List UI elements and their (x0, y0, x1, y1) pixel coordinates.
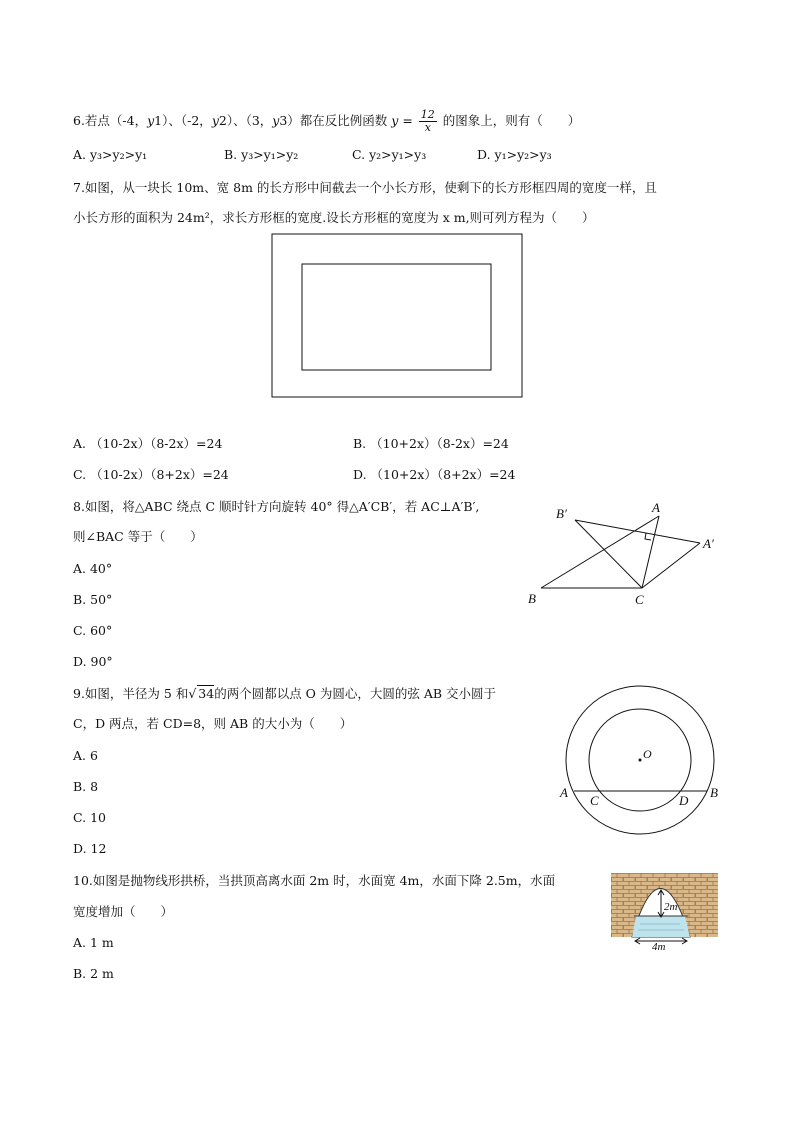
q6-option-b: B. y₃>y₁>y₂ (224, 147, 299, 162)
q9-stem-part: 9.如图，半径为 5 和 (73, 686, 189, 701)
q9-option-b: B. 8 (73, 779, 99, 794)
q10-option-a: A. 1 m (73, 935, 114, 950)
q9-label-b: B (710, 785, 718, 800)
q6-fraction-denominator: x (424, 121, 431, 134)
q6-option-a: A. y₃>y₂>y₁ (73, 147, 148, 162)
q9-label-d: D (679, 793, 689, 808)
q7-stem-line2: 小长方形的面积为 24m²，求长方形框的宽度.设长方形框的宽度为 x m,则可列方程为（ ） (73, 210, 595, 225)
q8-option-a: A. 40° (73, 561, 113, 576)
q8-label-c: C (635, 592, 644, 607)
q6-stem-part: 的图象上，则有（ ） (442, 113, 581, 128)
q7-option-a: A. （10-2x）（8-2x）=24 (73, 436, 223, 451)
q9-label-o: O (643, 747, 652, 761)
q8-stem-line1: 8.如图，将△ABC 绕点 C 顺时针方向旋转 40° 得△A′CB′，若 AC⊥A′B′, (73, 499, 480, 514)
q9-sqrt: √ 34 (188, 686, 215, 701)
q10-stem-line2: 宽度增加（ ） (73, 904, 174, 919)
q6-stem-part: 3）都在反比例函数 (279, 113, 388, 128)
q10-stem-line1: 10.如图是抛物线形拱桥，当拱顶高离水面 2m 时，水面宽 4m，水面下降 2.5m，水面 (73, 873, 556, 888)
q6-option-d: D. y₁>y₂>y₃ (477, 147, 552, 162)
q6-fraction-numerator: 12 (420, 108, 435, 121)
q9-label-a: A (560, 785, 568, 800)
q9-stem-part: 的两个圆都以点 O 为圆心，大圆的弦 AB 交小圆于 (214, 686, 497, 701)
q7-option-c: C. （10-2x）（8+2x）=24 (73, 467, 229, 482)
q8-label-aprime: A′ (703, 536, 714, 551)
q6-stem-part: 1）、（-2， (154, 113, 212, 128)
q9-sqrt-radicand: 34 (198, 686, 215, 701)
q6-var: y (211, 113, 219, 128)
q8-label-b: B (528, 591, 536, 606)
q6-stem-part: 6.若点（-4， (73, 113, 148, 128)
q6-stem-part: 2）、（3， (218, 113, 273, 128)
q7-option-d: D. （10+2x）（8+2x）=24 (353, 467, 516, 482)
q6-function-y: y = (391, 113, 413, 128)
q8-label-a: A (652, 500, 660, 515)
q8-option-b: B. 50° (73, 592, 113, 607)
q7-stem-line1: 7.如图，从一块长 10m、宽 8m 的长方形中间截去一个小长方形，使剩下的长方形框四周的宽度一样，且 (73, 180, 657, 195)
q6-var: y (272, 113, 280, 128)
q6-var: y (147, 113, 155, 128)
q8-label-bprime: B′ (556, 506, 567, 521)
q10-option-b: B. 2 m (73, 966, 114, 981)
q10-label-height: 2m (664, 901, 678, 913)
q9-label-c: C (590, 793, 599, 808)
q10-water (632, 916, 690, 937)
q9-option-a: A. 6 (73, 748, 98, 763)
q6-option-c: C. y₂>y₁>y₃ (352, 147, 427, 162)
q9-option-c: C. 10 (73, 810, 106, 825)
q8-stem-line2: 则∠BAC 等于（ ） (73, 529, 203, 544)
q9-stem-line2: C，D 两点，若 CD=8，则 AB 的大小为（ ） (73, 716, 353, 731)
q10-label-width: 4m (652, 941, 666, 953)
q8-option-c: C. 60° (73, 623, 113, 638)
q9-option-d: D. 12 (73, 841, 107, 856)
q8-option-d: D. 90° (73, 654, 113, 669)
q7-option-b: B. （10+2x）（8-2x）=24 (353, 436, 509, 451)
